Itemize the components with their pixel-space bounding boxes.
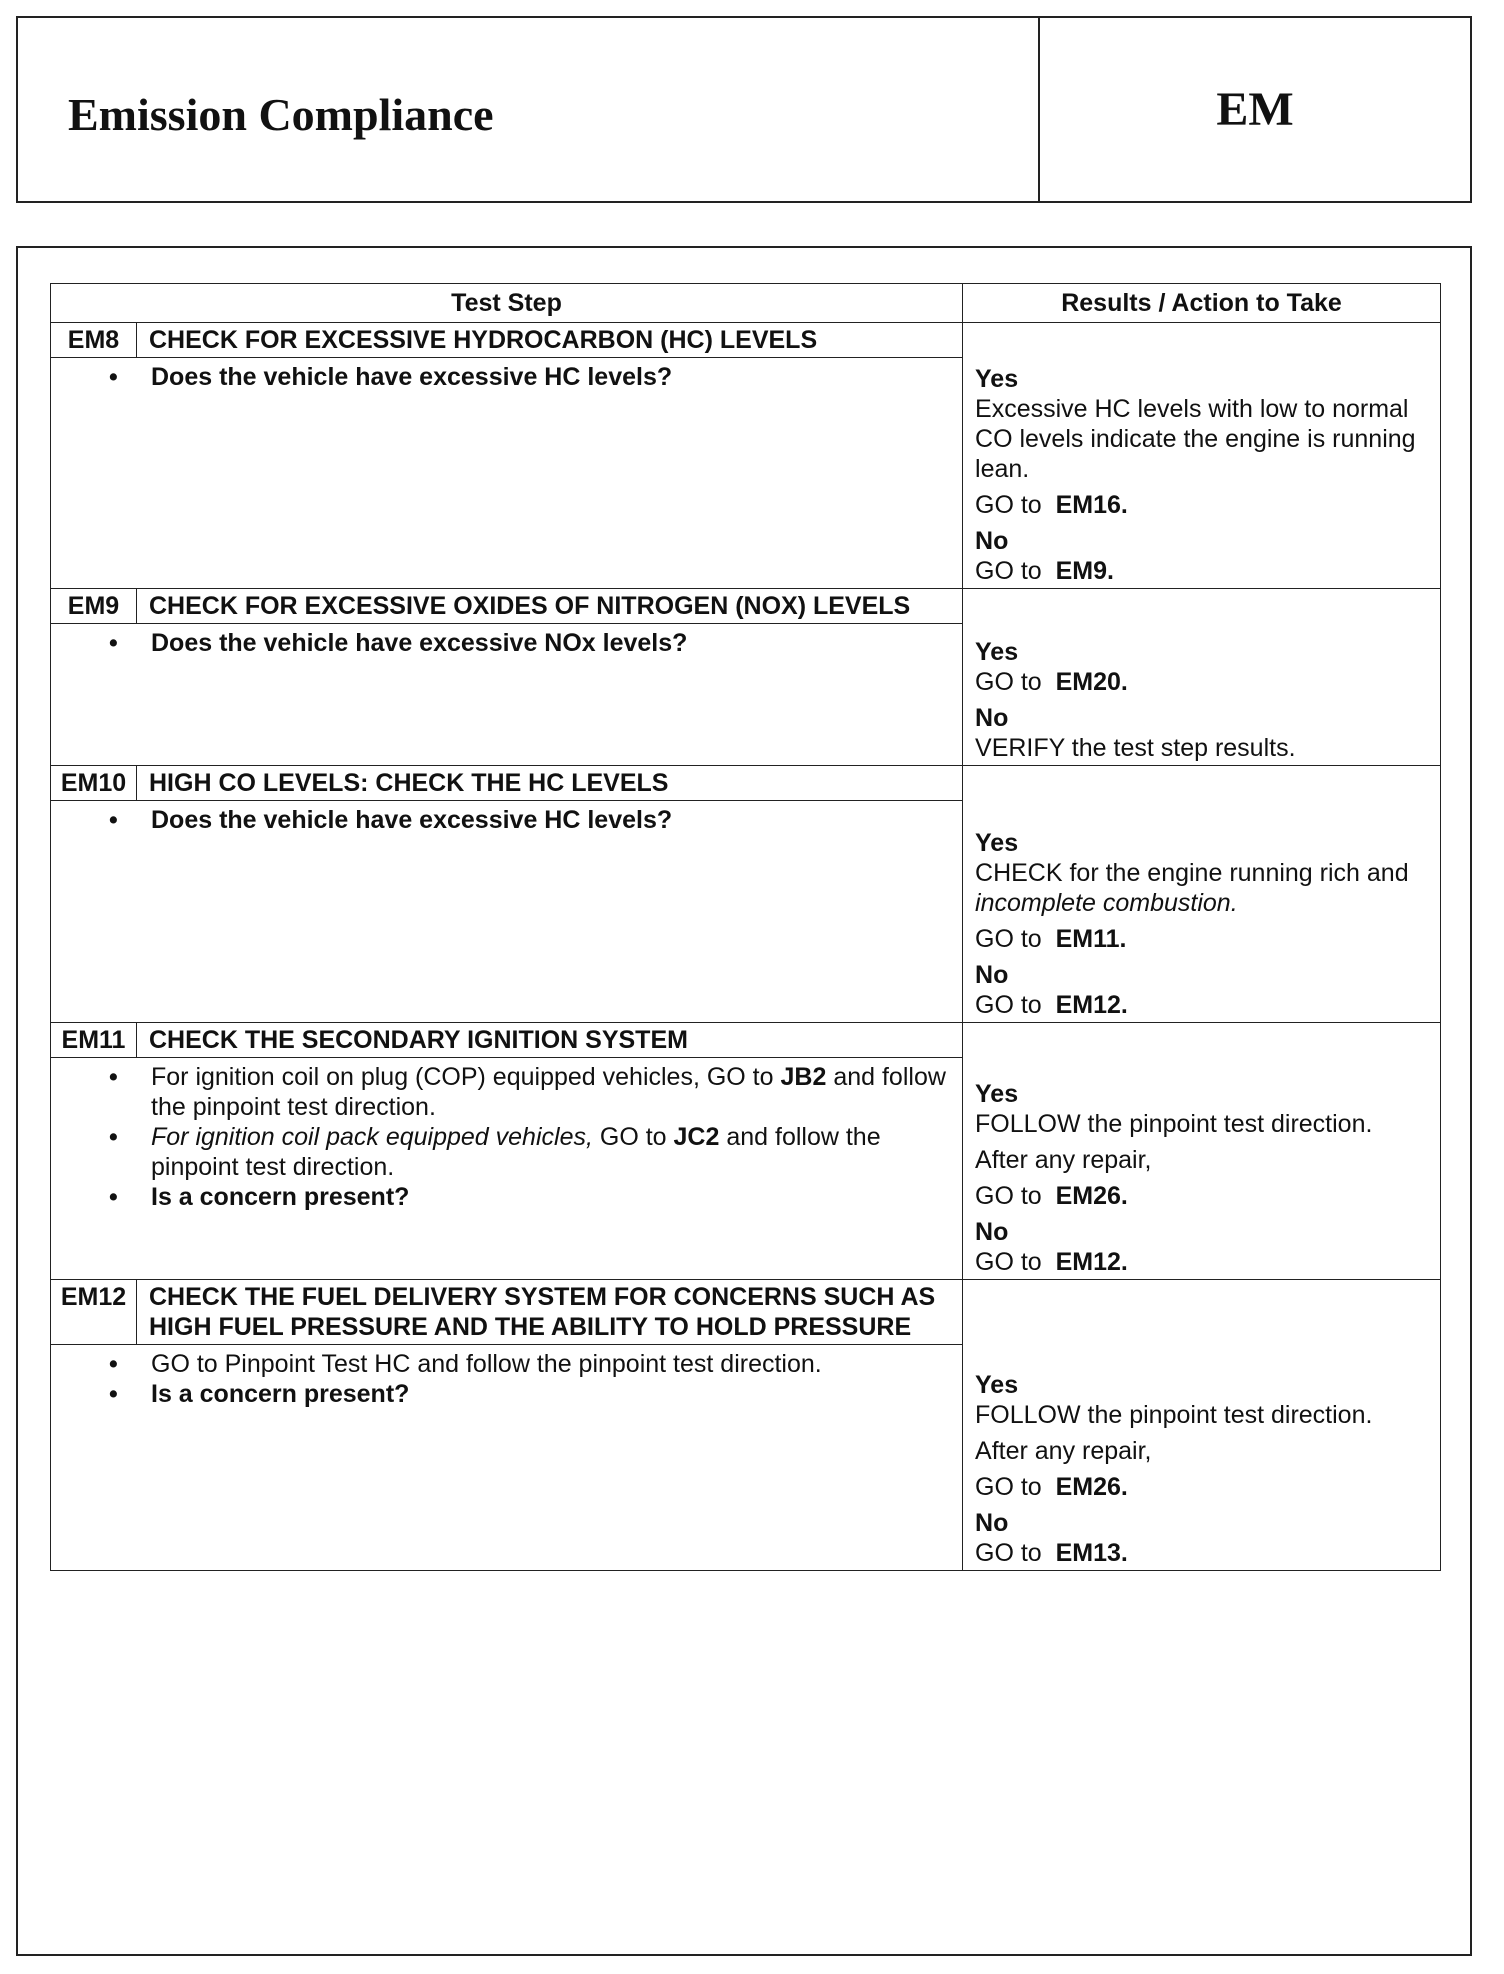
section-code: EM [1216,83,1294,136]
yes-label: Yes [975,828,1019,857]
result-spacer [963,1279,1441,1344]
step-body [51,800,963,1022]
result-text: VERIFY the test step results. [975,733,1296,762]
step-bullet: • For ignition coil on plug (COP) equipped vehicles, GO to JB2 and follow the pinpoint test direction. [151,1062,950,1122]
table-row [51,1057,1441,1279]
result-text: After any repair, [975,1145,1152,1174]
goto-target: EM12. [1055,990,1128,1019]
result-text: FOLLOW the pinpoint test direction. [975,1400,1373,1429]
step-title: CHECK FOR EXCESSIVE HYDROCARBON (HC) LEVELS [137,323,963,358]
result-cell [963,623,1441,765]
result-text: FOLLOW the pinpoint test direction. [975,1109,1373,1138]
result-text: Excessive HC levels with low to normal CO levels indicate the engine is running lean. [975,394,1416,483]
result-cell [963,358,1441,589]
result-text: After any repair, [975,1436,1152,1465]
step-title: CHECK THE SECONDARY IGNITION SYSTEM [137,1022,963,1057]
step-body [51,1057,963,1279]
yes-label: Yes [975,1370,1019,1399]
table-row [51,1344,1441,1570]
step-body [51,623,963,765]
step-bullet: • GO to Pinpoint Test HC and follow the pinpoint test direction. [151,1349,950,1379]
yes-label: Yes [975,637,1019,666]
step-title: CHECK THE FUEL DELIVERY SYSTEM FOR CONCERNS SUCH AS HIGH FUEL PRESSURE AND THE ABILITY TO HOLD PRESSURE [137,1279,963,1344]
result-spacer [963,1022,1441,1057]
goto-target: EM26. [1055,1472,1128,1501]
goto-target: EM9. [1055,556,1114,585]
no-label: No [975,1217,1009,1246]
result-cell [963,1057,1441,1279]
step-body [51,1344,963,1570]
col-header-results: Results / Action to Take [963,284,1441,323]
step-bullet: • Does the vehicle have excessive NOx levels? [151,628,950,658]
result-cell [963,1344,1441,1570]
table-row [51,800,1441,1022]
step-bullet: • Does the vehicle have excessive HC levels? [151,805,950,835]
no-label: No [975,960,1009,989]
step-id: EM11 [51,1022,137,1057]
goto-target: EM16. [1055,490,1128,519]
result-spacer [963,323,1441,358]
step-id: EM8 [51,323,137,358]
page-header [16,16,1472,203]
step-id: EM9 [51,588,137,623]
table-header-row [51,284,1441,323]
no-label: No [975,526,1009,555]
goto-target: EM13. [1055,1538,1128,1567]
result-goto: GO to EM20. [975,667,1128,696]
table-row [51,765,1441,800]
goto-target: EM12. [1055,1247,1128,1276]
no-label: No [975,1508,1009,1537]
yes-label: Yes [975,364,1019,393]
result-goto: GO to EM13. [975,1538,1128,1567]
step-id: EM12 [51,1279,137,1344]
table-row [51,1022,1441,1057]
step-bullet: • Is a concern present? [151,1182,950,1212]
result-text: CHECK for the engine running rich and incomplete combustion. [975,858,1409,917]
table-row [51,1279,1441,1344]
step-body [51,358,963,589]
step-bullet: • Is a concern present? [151,1379,950,1409]
table-row [51,358,1441,589]
result-cell [963,800,1441,1022]
step-bullet: • Does the vehicle have excessive HC levels? [151,362,950,392]
result-goto: GO to EM12. [975,1247,1128,1276]
step-id: EM10 [51,765,137,800]
result-goto: GO to EM26. [975,1472,1128,1501]
goto-target: EM20. [1055,667,1128,696]
result-goto: GO to EM26. [975,1181,1128,1210]
goto-target: EM26. [1055,1181,1128,1210]
table-row [51,623,1441,765]
result-goto: GO to EM16. [975,490,1128,519]
goto-target: EM11. [1055,924,1127,953]
step-bullet: • For ignition coil pack equipped vehicles, GO to JC2 and follow the pinpoint test direction. [151,1122,950,1182]
result-spacer [963,588,1441,623]
test-step-table [50,283,1441,1571]
yes-label: Yes [975,1079,1019,1108]
result-spacer [963,765,1441,800]
step-title: CHECK FOR EXCESSIVE OXIDES OF NITROGEN (NOX) LEVELS [137,588,963,623]
table-row [51,588,1441,623]
result-goto: GO to EM12. [975,990,1128,1019]
page-title: Emission Compliance [68,89,494,140]
col-header-test-step: Test Step [51,284,963,323]
table-row [51,323,1441,358]
step-title: HIGH CO LEVELS: CHECK THE HC LEVELS [137,765,963,800]
result-goto: GO to EM9. [975,556,1114,585]
no-label: No [975,703,1009,732]
result-goto: GO to EM11. [975,924,1127,953]
